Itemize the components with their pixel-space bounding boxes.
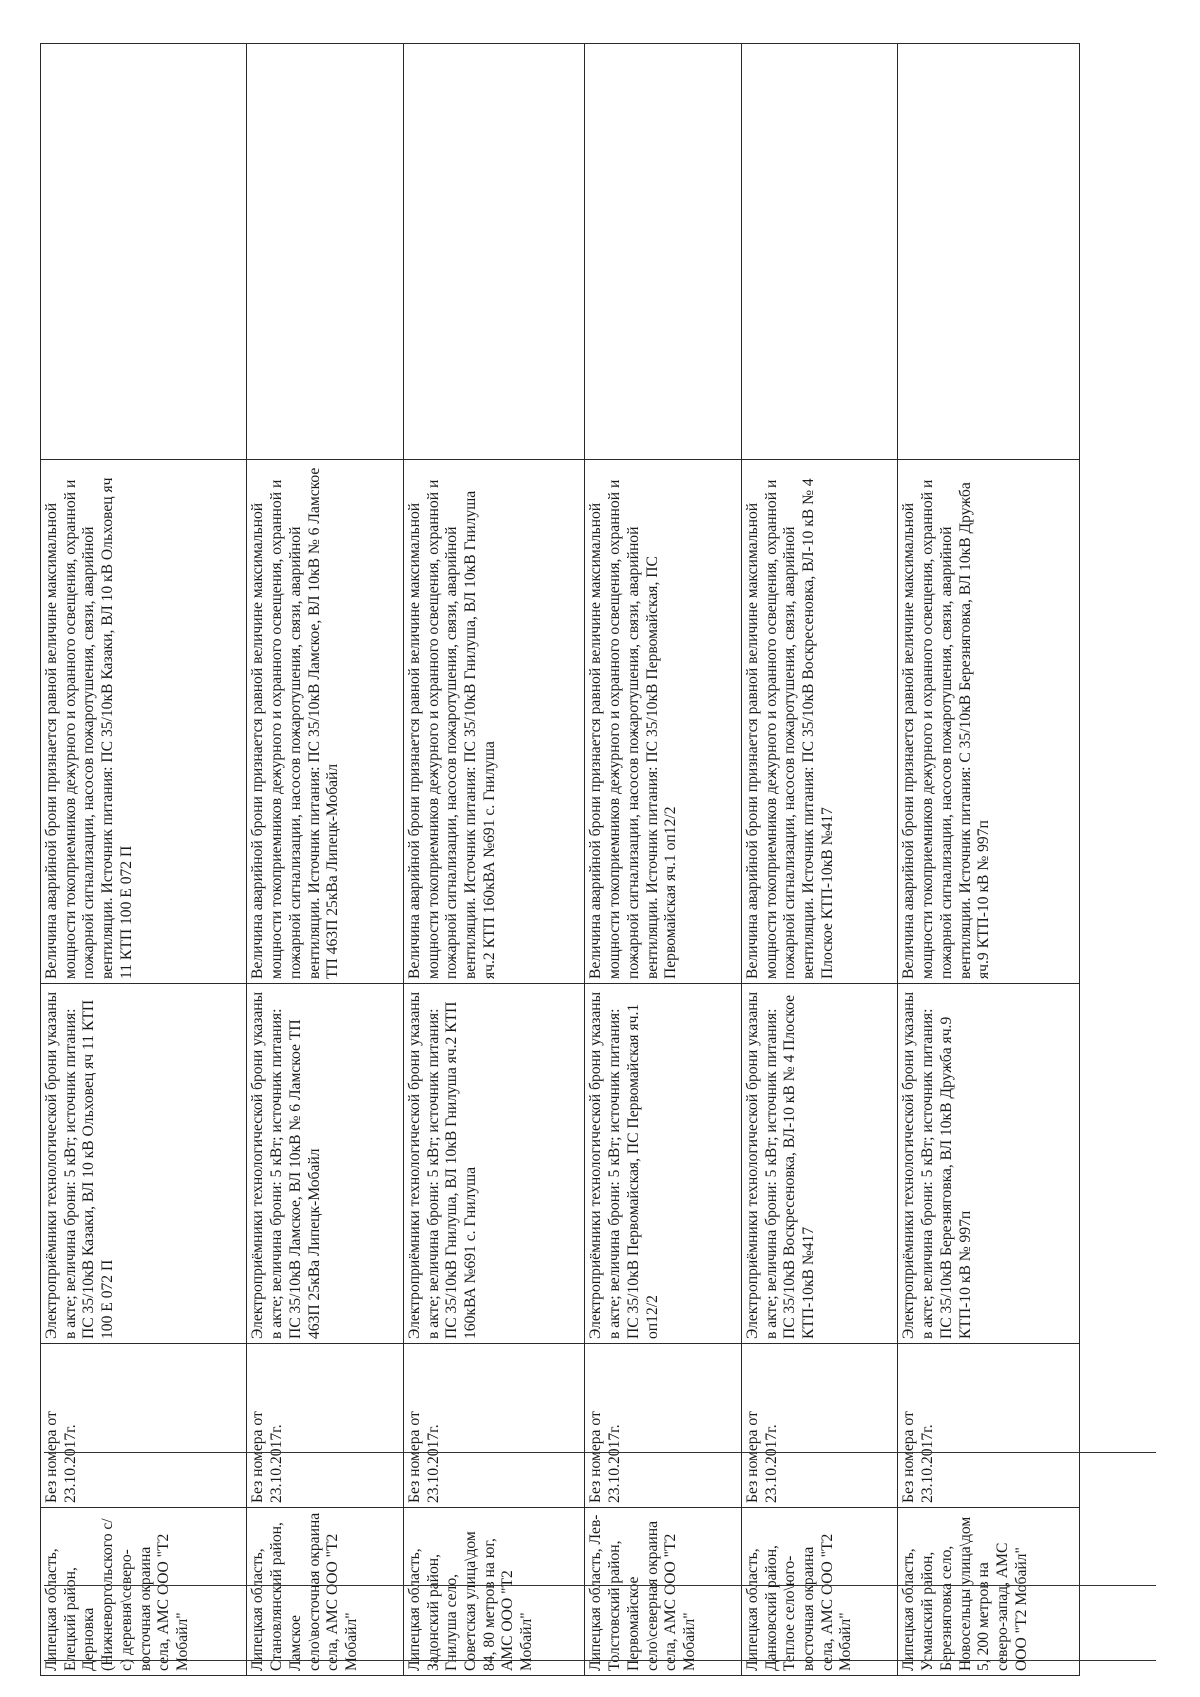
table-row — [41, 44, 247, 1676]
divider-line — [44, 1452, 1156, 1453]
address-cell: Липецкая область, Становлянский район, Ламское село\восточная окраина села, АМС ООО "Т2 Мобайл" — [247, 1508, 404, 1676]
address-cell: Липецкая область, Задонский район, Гнилуша село, Советская улица\дом 84, 80 метров на юг, АМС ООО "Т2 Мобайл" — [403, 1508, 584, 1676]
tech-reserve-cell: Электроприёмники технологической брони указаны в акте; величина брони: 5 кВт; источник питания: ПС 35/10кВ Березняговка, ВЛ 10кВ Дружба яч.9 КТП-10 кВ № 997п — [898, 984, 1080, 1344]
address-cell: Липецкая область, Лев-Толстовский район, Первомайское село\северная окраина села, АМС ООО "Т2 Мобайл" — [585, 1508, 742, 1676]
note-cell — [741, 44, 898, 460]
divider-line — [44, 1660, 1156, 1661]
tech-reserve-cell: Электроприёмники технологической брони указаны в акте; величина брони: 5 кВт; источник питания: ПС 35/10кВ Казаки, ВЛ 10 кВ Ольховец яч 11 КТП 100 Е 072 П — [41, 984, 247, 1344]
tech-reserve-cell: Электроприёмники технологической брони указаны в акте; величина брони: 5 кВт; источник питания: ПС 35/10кВ Ламское, ВЛ 10кВ № 6 Ламское ТП 463П 25кВа Липецк-Мобайл — [247, 984, 404, 1344]
act-cell: Без номера от 23.10.2017г. — [41, 1344, 247, 1508]
note-cell — [403, 44, 584, 460]
table-row — [585, 44, 742, 1676]
tech-reserve-cell: Электроприёмники технологической брони указаны в акте; величина брони: 5 кВт; источник питания: ПС 35/10кВ Гнилуша, ВЛ 10кВ Гнилуша яч.2 КТП 160кВА №691 с. Гнилуша — [403, 984, 584, 1344]
act-cell: Без номера от 23.10.2017г. — [741, 1344, 898, 1508]
emergency-reserve-cell: Величина аварийной брони признается равной величине максимальной мощности токоприемников дежурного и охранного освещения, охранной и пожарной сигнализации, насосов пожаротушения, связи, аварийной вентиляции. Источник питания: ПС 35/10кВ Воскресеновка, ВЛ-10 кВ № 4 Плоское КТП-10кВ №417 — [741, 460, 898, 984]
address-cell: Липецкая область, Елецкий район, Дерновка (Нижневоргольского с/с) деревня\северо-восточная окраина села, АМС ООО "Т2 Мобайл" — [41, 1508, 247, 1676]
emergency-reserve-cell: Величина аварийной брони признается равной величине максимальной мощности токоприемников дежурного и охранного освещения, охранной и пожарной сигнализации, насосов пожаротушения, связи, аварийной вентиляции. Источник питания: С 35/10кВ Березняговка, ВЛ 10кВ Дружба яч.9 КТП-10 кВ № 997п — [898, 460, 1080, 984]
address-cell: Липецкая область, Усманский район, Березняговка село, Новосельцы улица\дом 5, 200 метров на северо-запад, АМС ООО "Т2 Мобайл" — [898, 1508, 1080, 1676]
act-cell: Без номера от 23.10.2017г. — [247, 1344, 404, 1508]
emergency-reserve-cell: Величина аварийной брони признается равной величине максимальной мощности токоприемников дежурного и охранного освещения, охранной и пожарной сигнализации, насосов пожаротушения, связи, аварийной вентиляции. Источник питания: ПС 35/10кВ Гнилуша, ВЛ 10кВ Гнилуша яч.2 КТП 160кВА №691 с. Гнилуша — [403, 460, 584, 984]
table-row — [898, 44, 1080, 1676]
note-cell — [898, 44, 1080, 460]
note-cell — [247, 44, 404, 460]
emergency-reserve-cell: Величина аварийной брони признается равной величине максимальной мощности токоприемников дежурного и охранного освещения, охранной и пожарной сигнализации, насосов пожаротушения, связи, аварийной вентиляции. Источник питания: ПС 35/10кВ Казаки, ВЛ 10 кВ Ольховец яч 11 КТП 100 Е 072 П — [41, 460, 247, 984]
act-cell: Без номера от 23.10.2017г. — [898, 1344, 1080, 1508]
table-row — [403, 44, 584, 1676]
tech-reserve-cell: Электроприёмники технологической брони указаны в акте; величина брони: 5 кВт; источник питания: ПС 35/10кВ Первомайская, ПС Первомайская яч.1 оп12/2 — [585, 984, 742, 1344]
table-row — [741, 44, 898, 1676]
divider-line — [44, 1585, 1156, 1586]
emergency-reserve-cell: Величина аварийной брони признается равной величине максимальной мощности токоприемников дежурного и охранного освещения, охранной и пожарной сигнализации, насосов пожаротушения, связи, аварийной вентиляции. Источник питания: ПС 35/10кВ Первомайская, ПС Первомайская яч.1 оп12/2 — [585, 460, 742, 984]
act-cell: Без номера от 23.10.2017г. — [403, 1344, 584, 1508]
act-cell: Без номера от 23.10.2017г. — [585, 1344, 742, 1508]
rotated-table-page — [40, 44, 1080, 1676]
address-cell: Липецкая область, Данковский район, Теплое село\юго-восточная окраина села, АМС ООО "Т2 Мобайл" — [741, 1508, 898, 1676]
note-cell — [585, 44, 742, 460]
note-cell — [41, 44, 247, 460]
table-row — [247, 44, 404, 1676]
tech-reserve-cell: Электроприёмники технологической брони указаны в акте; величина брони: 5 кВт; источник питания: ПС 35/10кВ Воскресеновка, ВЛ-10 кВ № 4 Плоское КТП-10кВ №417 — [741, 984, 898, 1344]
reserve-table — [40, 43, 1080, 1676]
emergency-reserve-cell: Величина аварийной брони признается равной величине максимальной мощности токоприемников дежурного и охранного освещения, охранной и пожарной сигнализации, насосов пожаротушения, связи, аварийной вентиляции. Источник питания: ПС 35/10кВ Ламское, ВЛ 10кВ № 6 Ламское ТП 463П 25кВа Липецк-Мобайл — [247, 460, 404, 984]
